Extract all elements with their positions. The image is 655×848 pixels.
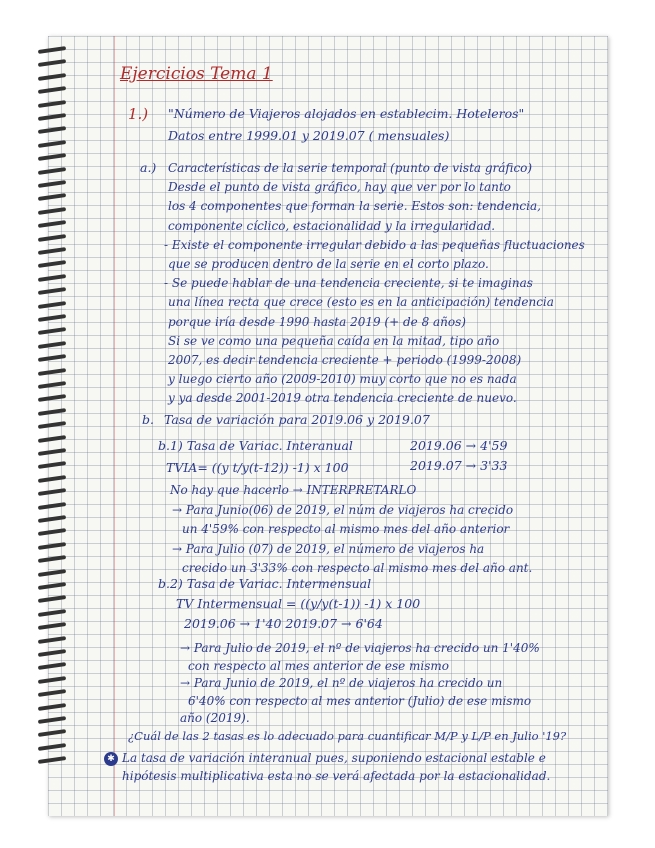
b1-formula: TVIA= ((y t/y(t-12)) -1) x 100 xyxy=(166,460,349,475)
handwritten-line: una línea recta que crece (esto es en la anticipación) tendencia xyxy=(168,295,554,310)
answer-line-2: hipótesis multiplicativa esta no se verá afectada por la estacionalidad. xyxy=(122,769,551,783)
spiral-ring xyxy=(38,649,66,657)
handwritten-line: y luego cierto año (2009-2010) muy corto que no es nada xyxy=(168,372,517,387)
spiral-ring xyxy=(38,167,66,175)
part-b-label: b. xyxy=(142,412,154,427)
handwritten-line: Desde el punto de vista gráfico, hay que ver por lo tanto xyxy=(168,180,511,195)
page-title: Ejercicios Tema 1 xyxy=(120,64,273,84)
spiral-ring xyxy=(38,448,66,456)
spiral-ring xyxy=(38,515,66,523)
spiral-ring xyxy=(38,260,66,268)
spiral-ring xyxy=(38,354,66,362)
handwritten-line: Características de la serie temporal (punto de vista gráfico) xyxy=(168,161,533,175)
spiral-ring xyxy=(38,408,66,416)
spiral-ring xyxy=(38,461,66,469)
spiral-ring xyxy=(38,287,66,295)
spiral-ring xyxy=(38,729,66,737)
handwritten-line: un 4'59% con respecto al mismo mes del año anterior xyxy=(182,522,510,536)
spiral-ring xyxy=(38,636,66,644)
b1-value-june: 2019.06 → 4'59 xyxy=(410,438,508,453)
spiral-ring xyxy=(38,743,66,751)
handwritten-line: los 4 componentes que forman la serie. Estos son: tendencia, xyxy=(168,199,541,214)
b2-formula: TV Intermensual = ((y/y(t-1)) -1) x 100 xyxy=(176,596,421,611)
spiral-ring xyxy=(38,180,66,188)
handwritten-line: 2007, es decir tendencia creciente + periodo (1999-2008) xyxy=(168,353,522,367)
margin-line xyxy=(114,36,115,816)
handwritten-line: Si se ve como una pequeña caída en la mitad, tipo año xyxy=(168,333,500,348)
header-line-2: Datos entre 1999.01 y 2019.07 ( mensuales) xyxy=(168,128,450,143)
spiral-ring xyxy=(38,301,66,309)
handwritten-line: No hay que hacerlo → INTERPRETARLO xyxy=(170,483,417,497)
spiral-ring xyxy=(38,435,66,443)
spiral-ring xyxy=(38,394,66,402)
handwritten-line: → Para Julio de 2019, el nº de viajeros ha crecido un 1'40% xyxy=(180,641,540,655)
spiral-ring xyxy=(38,113,66,121)
spiral-ring xyxy=(38,247,66,255)
question-text: ¿Cuál de las 2 tasas es lo adecuado para cuantificar M/P y L/P en Julio '19? xyxy=(128,729,567,743)
handwritten-line: - Existe el componente irregular debido a las pequeñas fluctuaciones xyxy=(164,237,585,252)
spiral-ring xyxy=(38,542,66,550)
spiral-ring xyxy=(38,756,66,764)
answer-line-1: La tasa de variación interanual pues, suponiendo estacional estable e xyxy=(122,751,546,765)
spiral-ring xyxy=(38,569,66,577)
star-marker-icon: ✱ xyxy=(104,752,118,766)
spiral-ring xyxy=(38,126,66,134)
spiral-ring xyxy=(38,140,66,148)
spiral-ring xyxy=(38,475,66,483)
spiral-ring xyxy=(38,502,66,510)
handwritten-line: → Para Junio(06) de 2019, el núm de viajeros ha crecido xyxy=(172,502,514,517)
spiral-ring xyxy=(38,528,66,536)
handwritten-line: año (2019). xyxy=(180,711,250,725)
spiral-ring xyxy=(38,703,66,711)
spiral-ring xyxy=(38,341,66,349)
b1-value-july: 2019.07 → 3'33 xyxy=(410,458,508,473)
spiral-ring xyxy=(38,234,66,242)
spiral-ring xyxy=(38,609,66,617)
spiral-ring xyxy=(38,582,66,590)
handwritten-line: y ya desde 2001-2019 otra tendencia creciente de nuevo. xyxy=(168,391,517,406)
part-b-heading: Tasa de variación para 2019.06 y 2019.07 xyxy=(164,412,430,427)
section-number: 1.) xyxy=(128,105,149,123)
spiral-ring xyxy=(38,73,66,81)
spiral-ring xyxy=(38,327,66,335)
header-line-1: "Número de Viajeros alojados en establecim. Hoteleros" xyxy=(168,106,525,121)
handwritten-line: crecido un 3'33% con respecto al mismo mes del año ant. xyxy=(182,561,533,575)
spiral-ring xyxy=(38,59,66,67)
handwritten-line: → Para Junio de 2019, el nº de viajeros ha crecido un xyxy=(180,676,503,690)
spiral-ring xyxy=(38,381,66,389)
spiral-ring xyxy=(38,193,66,201)
handwritten-line: componente cíclico, estacionalidad y la irregularidad. xyxy=(168,218,496,233)
spiral-ring xyxy=(38,555,66,563)
spiral-ring xyxy=(38,207,66,215)
handwritten-line: que se producen dentro de la serie en el corto plazo. xyxy=(168,257,489,271)
spiral-ring xyxy=(38,595,66,603)
spiral-ring xyxy=(38,220,66,228)
spiral-ring xyxy=(38,689,66,697)
b2-heading: b.2) Tasa de Variac. Intermensual xyxy=(158,576,372,591)
spiral-binding xyxy=(38,48,68,788)
spiral-ring xyxy=(38,676,66,684)
spiral-ring xyxy=(38,86,66,94)
handwritten-line: porque iría desde 1990 hasta 2019 (+ de 8 años) xyxy=(168,314,466,329)
spiral-ring xyxy=(38,716,66,724)
spiral-ring xyxy=(38,662,66,670)
handwritten-line: 6'40% con respecto al mes anterior (Julio) de ese mismo xyxy=(188,693,532,708)
spiral-ring xyxy=(38,46,66,54)
spiral-ring xyxy=(38,421,66,429)
spiral-ring xyxy=(38,100,66,108)
spiral-ring xyxy=(38,314,66,322)
spiral-ring xyxy=(38,488,66,496)
b1-heading: b.1) Tasa de Variac. Interanual xyxy=(158,438,353,453)
b2-values: 2019.06 → 1'40 2019.07 → 6'64 xyxy=(184,616,383,631)
spiral-ring xyxy=(38,274,66,282)
handwritten-line: → Para Julio (07) de 2019, el número de viajeros ha xyxy=(172,541,485,556)
handwritten-line: - Se puede hablar de una tendencia creciente, si te imaginas xyxy=(164,276,533,291)
handwritten-line: con respecto al mes anterior de ese mismo xyxy=(188,658,450,673)
spiral-ring xyxy=(38,622,66,630)
spiral-ring xyxy=(38,153,66,161)
part-a-label: a.) xyxy=(140,160,157,175)
spiral-ring xyxy=(38,368,66,376)
